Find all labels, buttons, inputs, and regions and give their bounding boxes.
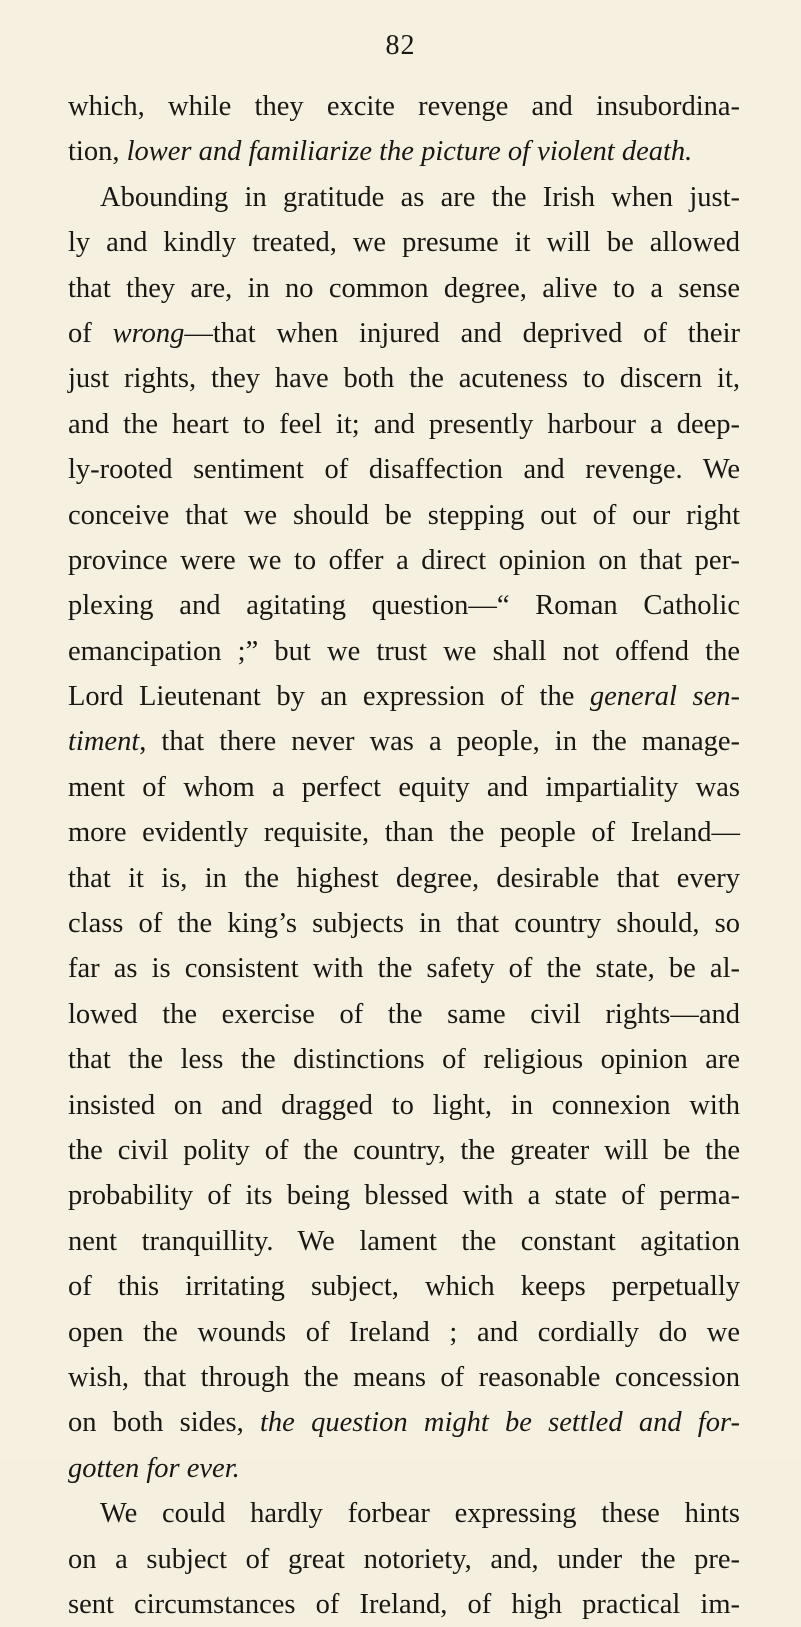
text-segment: on both sides, bbox=[68, 1407, 261, 1439]
text-line bbox=[68, 356, 740, 401]
text-line bbox=[68, 129, 740, 174]
text-segment: and the heart to feel it; and presently harbour a deep- bbox=[68, 408, 740, 440]
text-segment: nent tranquillity. We lament the constant agitation bbox=[68, 1225, 740, 1257]
text-segment: province were we to offer a direct opinion on that per- bbox=[68, 544, 740, 576]
text-line bbox=[68, 266, 740, 311]
text-segment: , that there never was a people, in the manage- bbox=[139, 726, 740, 758]
text-segment: class of the king’s subjects in that country should, so bbox=[68, 908, 740, 940]
text-line bbox=[68, 1446, 740, 1491]
text-segment: sent circumstances of Ireland, of high practical im- bbox=[68, 1588, 740, 1620]
italic-text-segment: gotten for ever. bbox=[68, 1452, 240, 1484]
text-segment: wish, that through the means of reasonable concession bbox=[68, 1361, 740, 1393]
text-segment: far as is consistent with the safety of the state, be al- bbox=[68, 953, 740, 985]
text-line bbox=[68, 1491, 740, 1536]
text-line bbox=[68, 447, 740, 492]
italic-text-segment: general sen- bbox=[589, 681, 740, 713]
text-line bbox=[68, 1219, 740, 1264]
text-line bbox=[68, 84, 740, 129]
text-line bbox=[68, 1355, 740, 1400]
text-segment: that the less the distinctions of religious opinion are bbox=[68, 1044, 740, 1076]
text-segment: plexing and agitating question—“ Roman Catholic bbox=[68, 590, 740, 622]
text-segment: just rights, they have both the acuteness to discern it, bbox=[68, 363, 740, 395]
text-line bbox=[68, 493, 740, 538]
text-line bbox=[68, 1400, 740, 1445]
text-line bbox=[68, 765, 740, 810]
text-segment: which, while they excite revenge and insubordina- bbox=[68, 91, 740, 122]
text-segment: that they are, in no common degree, alive to a sense bbox=[68, 272, 740, 304]
body-text bbox=[68, 84, 740, 1627]
text-line bbox=[68, 1264, 740, 1309]
text-segment: probability of its being blessed with a state of perma- bbox=[68, 1180, 740, 1212]
text-line bbox=[68, 719, 740, 764]
text-line bbox=[68, 1083, 740, 1128]
text-segment: open the wounds of Ireland ; and cordially do we bbox=[68, 1316, 740, 1348]
text-segment: on a subject of great notoriety, and, under the pre- bbox=[68, 1543, 740, 1575]
italic-text-segment: timent bbox=[68, 726, 140, 758]
text-line bbox=[68, 1037, 740, 1082]
text-line bbox=[68, 810, 740, 855]
text-line bbox=[68, 901, 740, 946]
text-line bbox=[68, 1582, 740, 1627]
italic-text-segment: wrong bbox=[112, 317, 185, 349]
text-segment: emancipation ;” but we trust we shall not offend the bbox=[68, 635, 740, 667]
text-line bbox=[68, 856, 740, 901]
text-segment: tion, bbox=[68, 136, 127, 168]
text-line bbox=[68, 175, 740, 220]
text-segment: —that when injured and deprived of their bbox=[184, 317, 740, 349]
text-segment: more evidently requisite, than the people of Ireland— bbox=[68, 817, 740, 849]
text-segment: of this irritating subject, which keeps perpetually bbox=[68, 1271, 740, 1303]
text-line bbox=[68, 629, 740, 674]
text-segment: Abounding in gratitude as are the Irish when just- bbox=[100, 181, 740, 213]
text-line bbox=[68, 538, 740, 583]
text-line bbox=[68, 1310, 740, 1355]
text-line bbox=[68, 311, 740, 356]
text-segment: We could hardly forbear expressing these hints bbox=[100, 1498, 740, 1530]
text-segment: conceive that we should be stepping out of our right bbox=[68, 499, 740, 531]
text-segment: that it is, in the highest degree, desirable that every bbox=[68, 862, 740, 894]
text-segment: of bbox=[68, 317, 113, 349]
text-segment: Lord Lieutenant by an expression of the bbox=[68, 681, 590, 713]
text-line bbox=[68, 946, 740, 991]
text-line bbox=[68, 1128, 740, 1173]
text-segment: ly-rooted sentiment of disaffection and revenge. We bbox=[68, 454, 740, 486]
text-segment: insisted on and dragged to light, in connexion with bbox=[68, 1089, 740, 1121]
text-segment: ment of whom a perfect equity and impartiality was bbox=[68, 771, 740, 803]
text-line bbox=[68, 1173, 740, 1218]
text-line bbox=[68, 1537, 740, 1582]
text-line bbox=[68, 674, 740, 719]
italic-text-segment: the question might be settled and for- bbox=[260, 1407, 740, 1439]
text-segment: lowed the exercise of the same civil rights—and bbox=[68, 998, 740, 1030]
text-line bbox=[68, 583, 740, 628]
text-segment: the civil polity of the country, the greater will be the bbox=[68, 1134, 740, 1166]
text-segment: ly and kindly treated, we presume it will be allowed bbox=[68, 227, 740, 259]
text-line bbox=[68, 402, 740, 447]
text-line bbox=[68, 992, 740, 1037]
italic-text-segment: lower and familiarize the picture of violent death. bbox=[126, 136, 693, 168]
page-number: 82 bbox=[385, 30, 416, 61]
text-line bbox=[68, 220, 740, 265]
